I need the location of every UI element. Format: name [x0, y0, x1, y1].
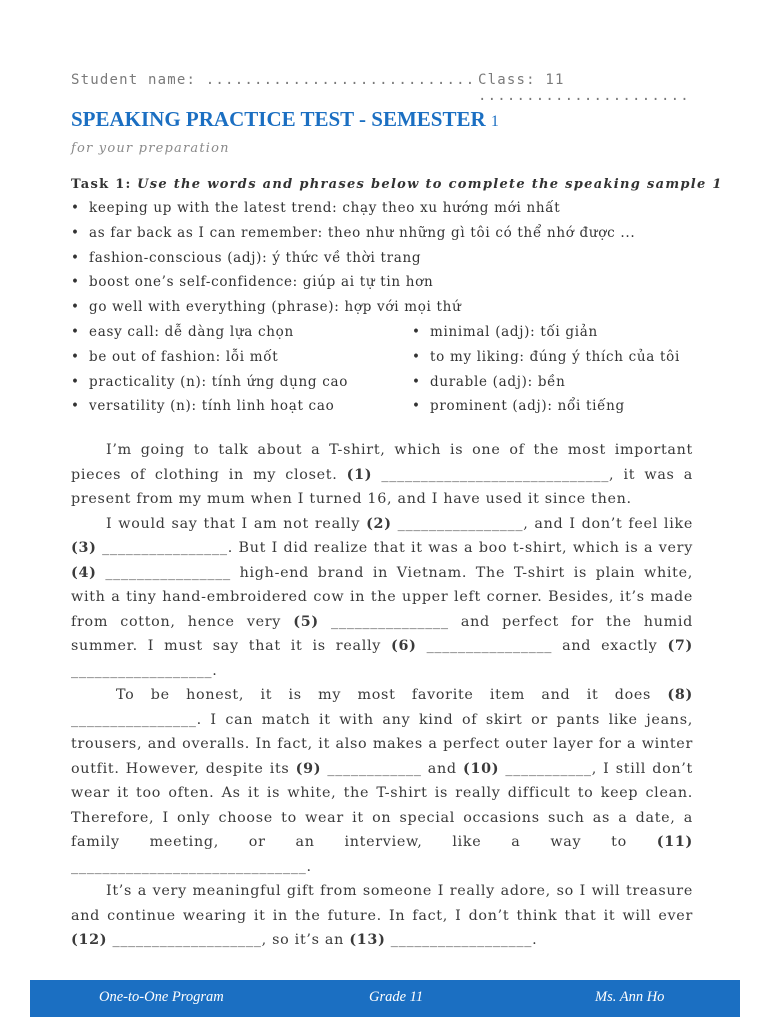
bullet-icon: • — [71, 299, 80, 316]
vocab-item-text: as far back as I can remember: theo như những gì tôi có thể nhớ được ... — [89, 224, 636, 241]
blank-number: (2) — [366, 515, 392, 532]
passage-text: ________________ high-end brand in Vietnam. The T-shirt is plain white, with a tiny hand-embroidered cow in the upper left corner. Besides, it’s made from cotton, hence very — [71, 564, 693, 630]
vocab-item — [71, 246, 721, 271]
bullet-icon: • — [412, 373, 421, 390]
blank-number: (5) — [293, 613, 319, 630]
vocab-item-text: minimal (adj): tối giản — [430, 323, 598, 340]
blank-number: (7) — [667, 638, 694, 654]
vocabulary-list — [71, 196, 721, 419]
bullet-icon: • — [71, 249, 80, 266]
passage-text: ___________________, so it’s an — [107, 932, 350, 948]
passage-text: _______________ and perfect for the humid summer. I must say that it is really — [71, 613, 694, 654]
footer-bar — [30, 980, 740, 1017]
blank-number: (6) — [391, 638, 417, 654]
passage-text: __________________. — [71, 662, 218, 679]
vocab-item-text: be out of fashion: lỗi mốt — [89, 348, 279, 365]
footer-program: One-to-One Program — [99, 989, 224, 1005]
passage-text: ________________. But I did realize that it was a boo t-shirt, which is a very — [96, 540, 693, 556]
blank-number: (13) — [349, 932, 386, 948]
bullet-icon: • — [412, 348, 421, 365]
vocab-item-text: practicality (n): tính ứng dụng cao — [89, 373, 349, 390]
passage-text: ________________. I can match it with any kind of skirt or pants like jeans, trousers, and overalls. In fact, it also makes a perfect outer layer for a winter outfit. However, despite its — [71, 711, 693, 777]
task-instruction: Use the words and phrases below to complete the speaking sample 1 — [137, 177, 723, 192]
footer-teacher: Ms. Ann Ho — [595, 989, 665, 1005]
vocab-item-text: easy call: dễ dàng lựa chọn — [89, 323, 294, 340]
paragraph-2 — [71, 512, 693, 684]
vocab-item-text: prominent (adj): nổi tiếng — [430, 398, 625, 415]
title-text: SPEAKING PRACTICE TEST - SEMESTER — [71, 107, 491, 131]
paragraph-1 — [71, 438, 693, 512]
blank-number: (9) — [295, 760, 322, 777]
bullet-icon: • — [71, 373, 80, 390]
title-number: 1 — [490, 113, 499, 130]
vocab-item-text: boost one’s self-confidence: giúp ai tự tin hơn — [89, 274, 434, 291]
vocab-item — [71, 295, 721, 320]
blank-number: (10) — [462, 760, 500, 777]
vocab-item-text: versatility (n): tính linh hoạt cao — [89, 398, 335, 415]
passage-text: __________________. — [385, 932, 538, 948]
passage-text: It’s a very meaningful gift from someone I really adore, so I will treasure and continue wearing it in the future. In fact, I don’t think that it will ever — [71, 883, 693, 924]
bullet-icon: • — [71, 348, 80, 365]
vocab-item-pair — [71, 320, 721, 345]
passage-text: ____________ and — [321, 760, 463, 777]
class-field: Class: 11 ...................... — [478, 72, 690, 104]
bullet-icon: • — [71, 200, 80, 216]
paragraph-3 — [71, 683, 693, 879]
bullet-icon: • — [71, 398, 80, 415]
passage-text: ________________ and exactly — [416, 638, 668, 654]
vocab-item — [71, 196, 721, 221]
vocab-item-text: fashion-conscious (adj): ý thức về thời trang — [89, 249, 422, 266]
vocab-item — [71, 221, 721, 246]
passage-text: ___________, I still don’t wear it too often. As it is white, the T-shirt is really difficult to keep clean. Therefore, I only choose to wear it on special occasions such as a date, a family meeting, or an interview, like a way to — [71, 760, 693, 850]
passage-text: To be honest, it is my most favorite item and it does — [116, 687, 668, 703]
passage-text: I’m going to talk about a T-shirt, which is one of the most important pieces of clothing in my closet. — [71, 442, 693, 483]
vocab-item-pair — [71, 370, 721, 395]
bullet-icon: • — [71, 323, 80, 340]
passage-text: _____________________________, it was a present from my mum when I turned 16, and I have used it since then. — [71, 466, 693, 507]
vocab-item-pair — [71, 394, 721, 419]
vocab-item-text: durable (adj): bền — [430, 373, 566, 390]
page-title — [71, 107, 499, 132]
bullet-icon: • — [71, 274, 80, 291]
vocab-item-text: go well with everything (phrase): hợp với mọi thứ — [89, 299, 462, 316]
blank-number: (3) — [71, 540, 97, 556]
passage-text: ________________, and I don’t feel like — [391, 515, 693, 532]
task-heading — [71, 177, 723, 192]
vocab-item — [71, 270, 721, 295]
vocab-item-text: keeping up with the latest trend: chạy theo xu hướng mới nhất — [89, 200, 561, 216]
paragraph-4 — [71, 879, 693, 953]
vocab-item-pair — [71, 345, 721, 370]
blank-number: (11) — [656, 834, 693, 850]
student-name-field: Student name: ............................ — [71, 72, 476, 88]
passage-text: I would say that I am not really — [106, 515, 367, 532]
blank-number: (8) — [667, 687, 693, 703]
speaking-passage — [71, 438, 693, 953]
task-label: Task 1: — [71, 177, 132, 192]
subtitle: for your preparation — [71, 141, 230, 156]
footer-grade: Grade 11 — [369, 989, 424, 1005]
bullet-icon: • — [71, 224, 80, 241]
bullet-icon: • — [412, 398, 421, 415]
blank-number: (4) — [71, 564, 97, 581]
vocab-item-text: to my liking: đúng ý thích của tôi — [430, 348, 681, 365]
blank-number: (12) — [71, 932, 108, 948]
blank-number: (1) — [346, 466, 373, 483]
bullet-icon: • — [412, 323, 421, 340]
passage-text: ______________________________. — [71, 858, 312, 875]
